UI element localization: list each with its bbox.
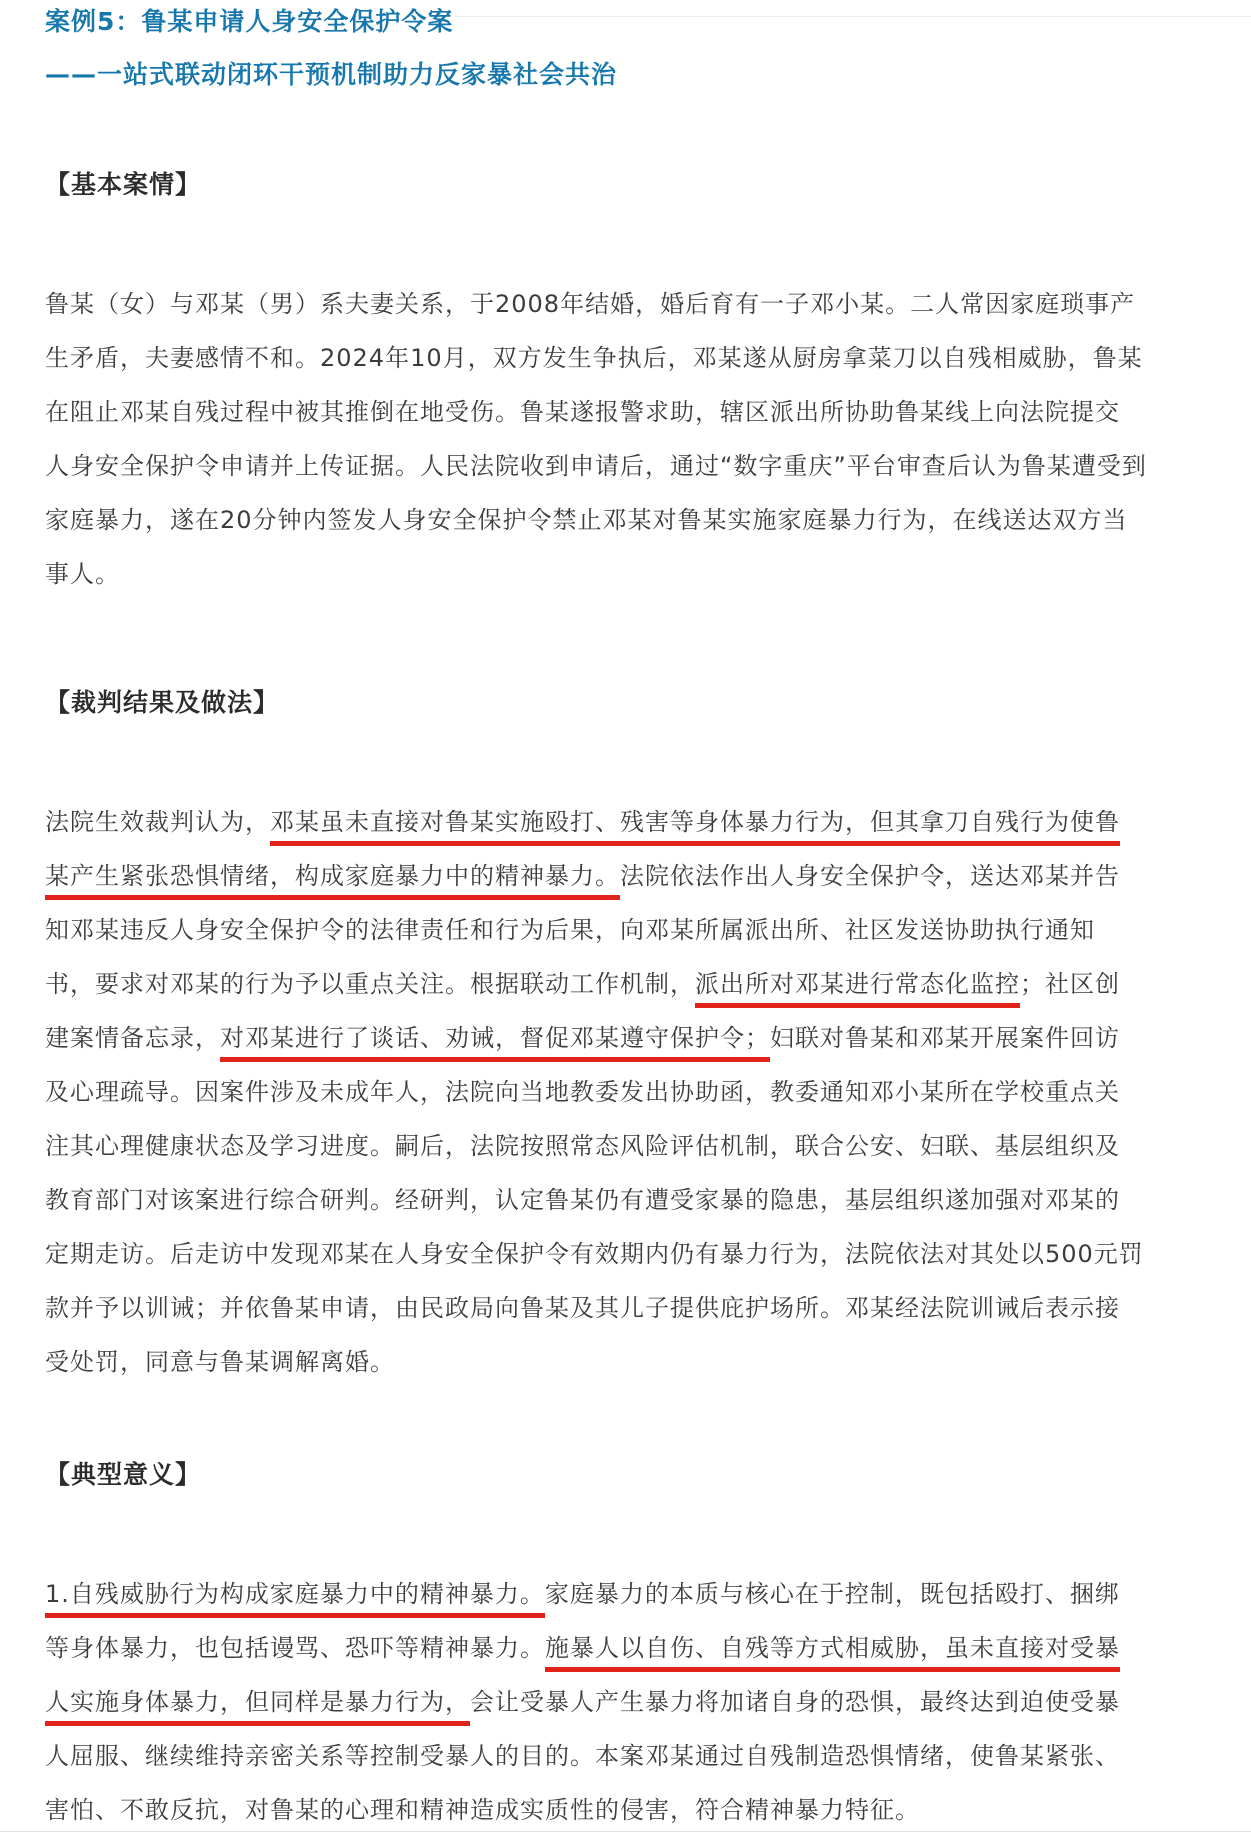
text-run: 生矛盾，夫妻感情不和。2024年10月，双方发生争执后，邓某遂从厨房拿菜刀以自残相威胁，鲁某 xyxy=(45,344,1143,372)
text-line xyxy=(45,795,1220,849)
text-run: 人屈服、继续维持亲密关系等控制受暴人的目的。本案邓某通过自残制造恐惧情绪，使鲁某紧张、 xyxy=(45,1742,1120,1770)
text-run: 定期走访。后走访中发现邓某在人身安全保护令有效期内仍有暴力行为，法院依法对其处以500元罚 xyxy=(45,1240,1144,1268)
text-run: 家庭暴力的本质与核心在于控制，既包括殴打、捆绑 xyxy=(544,1580,1120,1608)
paragraph-judgment-result xyxy=(45,795,1220,1389)
text-run: 及心理疏导。因案件涉及未成年人，法院向当地教委发出协助函，教委通知邓小某所在学校重点关 xyxy=(45,1078,1120,1106)
text-line xyxy=(45,1011,1220,1065)
top-divider xyxy=(455,16,1251,17)
text-line xyxy=(45,903,1220,957)
text-line xyxy=(45,1227,1220,1281)
text-line xyxy=(45,439,1220,493)
underlined-run: 派出所对邓某进行常态化监控 xyxy=(695,970,1020,1008)
text-run: 教育部门对该案进行综合研判。经研判，认定鲁某仍有遭受家暴的隐患，基层组织遂加强对邓某的 xyxy=(45,1186,1120,1214)
text-run: 知邓某违反人身安全保护令的法律责任和行为后果，向邓某所属派出所、社区发送协助执行通知 xyxy=(45,916,1095,944)
text-line xyxy=(45,1173,1220,1227)
text-line xyxy=(45,385,1220,439)
text-line xyxy=(45,277,1220,331)
text-run: 等身体暴力，也包括谩骂、恐吓等精神暴力。 xyxy=(45,1634,545,1662)
section-heading-basic-facts: 【基本案情】 xyxy=(45,170,202,199)
text-line xyxy=(45,1567,1220,1621)
text-run: 鲁某（女）与邓某（男）系夫妻关系，于2008年结婚，婚后育有一子邓小某。二人常因家庭琐事产 xyxy=(45,290,1136,318)
text-line xyxy=(45,331,1220,385)
text-line xyxy=(45,1335,1220,1389)
underlined-run: 邓某虽未直接对鲁某实施殴打、残害等身体暴力行为，但其拿刀自残行为使鲁 xyxy=(270,808,1120,846)
text-line xyxy=(45,957,1220,1011)
text-line xyxy=(45,1675,1220,1729)
case-title: 案例5：鲁某申请人身安全保护令案 xyxy=(45,7,454,36)
text-run: 在阻止邓某自残过程中被其推倒在地受伤。鲁某遂报警求助，辖区派出所协助鲁某线上向法院提交 xyxy=(45,398,1120,426)
underlined-run: 人实施身体暴力，但同样是暴力行为， xyxy=(45,1688,470,1726)
underlined-run: 某产生紧张恐惧情绪，构成家庭暴力中的精神暴力。 xyxy=(45,862,620,900)
text-line xyxy=(45,849,1220,903)
underlined-run: 对邓某进行了谈话、劝诫，督促邓某遵守保护令； xyxy=(220,1024,770,1062)
text-run: 款并予以训诫；并依鲁某申请，由民政局向鲁某及其儿子提供庇护场所。邓某经法院训诫后表示接 xyxy=(45,1294,1120,1322)
text-run: 注其心理健康状态及学习进度。嗣后，法院按照常态风险评估机制，联合公安、妇联、基层组织及 xyxy=(45,1132,1120,1160)
underlined-run: 1.自残威胁行为构成家庭暴力中的精神暴力。 xyxy=(45,1580,545,1618)
text-run: ；社区创 xyxy=(1020,970,1120,998)
text-run: 害怕、不敢反抗，对鲁某的心理和精神造成实质性的侵害，符合精神暴力特征。 xyxy=(45,1796,920,1824)
section-heading-typical-significance: 【典型意义】 xyxy=(45,1460,202,1489)
bottom-divider xyxy=(0,1831,1251,1832)
paragraph-typical-significance xyxy=(45,1567,1220,1834)
text-run: 妇联对鲁某和邓某开展案件回访 xyxy=(770,1024,1120,1052)
text-line xyxy=(45,1729,1220,1783)
case-subtitle: ——一站式联动闭环干预机制助力反家暴社会共治 xyxy=(45,60,618,89)
underlined-run: 施暴人以自伤、自残等方式相威胁，虽未直接对受暴 xyxy=(545,1634,1120,1672)
text-line xyxy=(45,1065,1220,1119)
text-run: 会让受暴人产生暴力将加诸自身的恐惧，最终达到迫使受暴 xyxy=(470,1688,1120,1716)
text-run: 法院依法作出人身安全保护令，送达邓某并告 xyxy=(620,862,1120,890)
text-run: 人身安全保护令申请并上传证据。人民法院收到申请后，通过“数字重庆”平台审查后认为鲁某遭受到 xyxy=(45,452,1147,480)
text-run: 建案情备忘录， xyxy=(45,1024,220,1052)
text-line xyxy=(45,1783,1220,1834)
text-run: 事人。 xyxy=(45,560,120,588)
text-line xyxy=(45,1281,1220,1335)
text-line xyxy=(45,547,1220,601)
text-line xyxy=(45,493,1220,547)
text-line xyxy=(45,1621,1220,1675)
text-line xyxy=(45,1119,1220,1173)
paragraph-basic-facts xyxy=(45,277,1220,601)
text-run: 受处罚，同意与鲁某调解离婚。 xyxy=(45,1348,395,1376)
text-run: 家庭暴力，遂在20分钟内签发人身安全保护令禁止邓某对鲁某实施家庭暴力行为，在线送达双方当 xyxy=(45,506,1128,534)
text-run: 法院生效裁判认为， xyxy=(45,808,270,836)
section-heading-judgment-result: 【裁判结果及做法】 xyxy=(45,688,280,717)
text-run: 书，要求对邓某的行为予以重点关注。根据联动工作机制， xyxy=(45,970,695,998)
